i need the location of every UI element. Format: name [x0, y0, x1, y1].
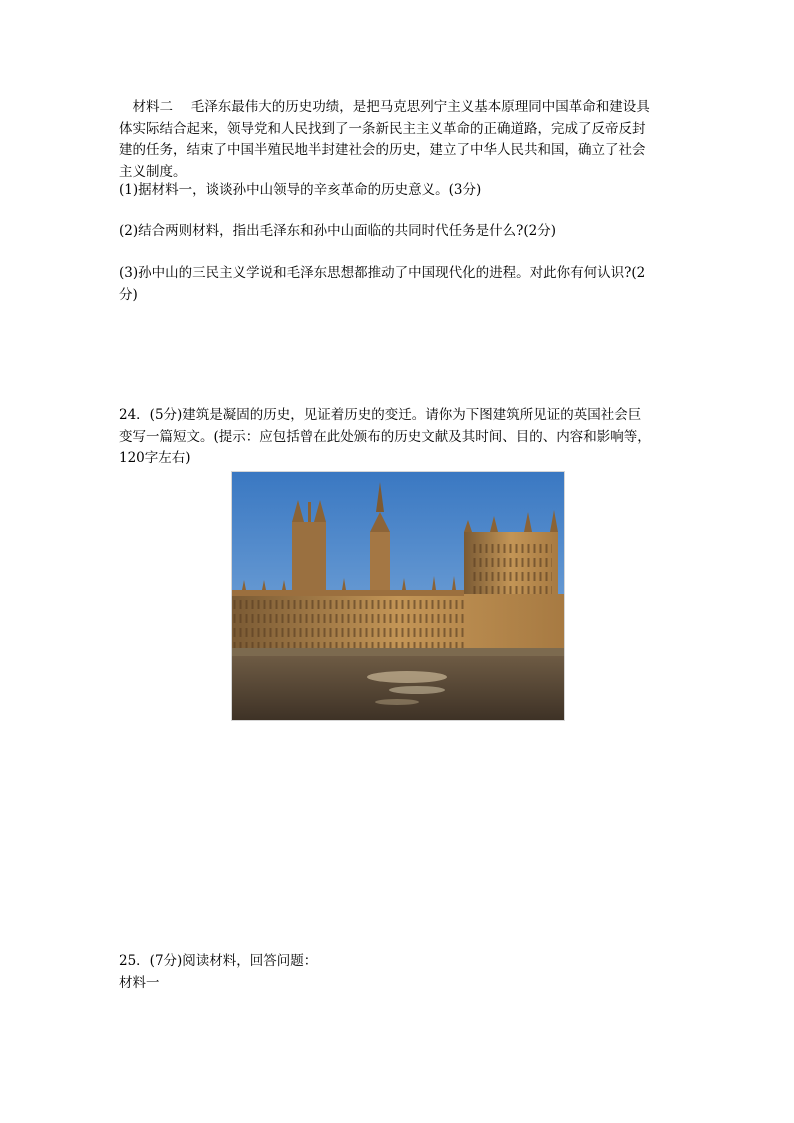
material-two-line-1: 材料二 毛泽东最伟大的历史功绩，是把马克思列宁主义基本原理同中国革命和建设具: [132, 99, 650, 115]
parliament-building-photo: [231, 471, 565, 721]
question-25-line-1: 25．(7分)阅读材料，回答问题：: [119, 953, 318, 969]
question-3: [119, 263, 679, 306]
question-24: [119, 405, 679, 470]
question-24-line-2: 变写一篇短文。(提示：应包括曾在此处颁布的历史文献及其时间、目的、内容和影响等，: [119, 428, 651, 445]
question-3-line-2: 分): [119, 286, 138, 303]
material-two-line-3: 建的任务，结束了中国半殖民地半封建社会的历史，建立了中华人民共和国，确立了社会: [119, 142, 646, 158]
question-1: [119, 180, 679, 202]
question-3-line-1: (3)孙中山的三民主义学说和毛泽东思想都推动了中国现代化的进程。对此你有何认识?(2: [119, 265, 646, 281]
question-24-line-1: 24．(5分)建筑是凝固的历史，见证着历史的变迁。请你为下图建筑所见证的英国社会巨: [119, 407, 642, 423]
question-24-line-3: 120字左右): [119, 450, 191, 466]
question-1-text: (1)据材料一，谈谈孙中山领导的辛亥革命的历史意义。(3分): [119, 182, 482, 198]
question-2-text: (2)结合两则材料，指出毛泽东和孙中山面临的共同时代任务是什么?(2分): [119, 223, 556, 239]
question-25: [119, 951, 679, 994]
material-two-line-2: 体实际结合起来，领导党和人民找到了一条新民主主义革命的正确道路，完成了反帝反封: [119, 120, 646, 137]
question-2: [119, 221, 679, 243]
material-two-line-4: 主义制度。: [119, 163, 187, 180]
question-25-line-2: 材料一: [119, 974, 160, 991]
material-two-paragraph: [119, 97, 679, 183]
